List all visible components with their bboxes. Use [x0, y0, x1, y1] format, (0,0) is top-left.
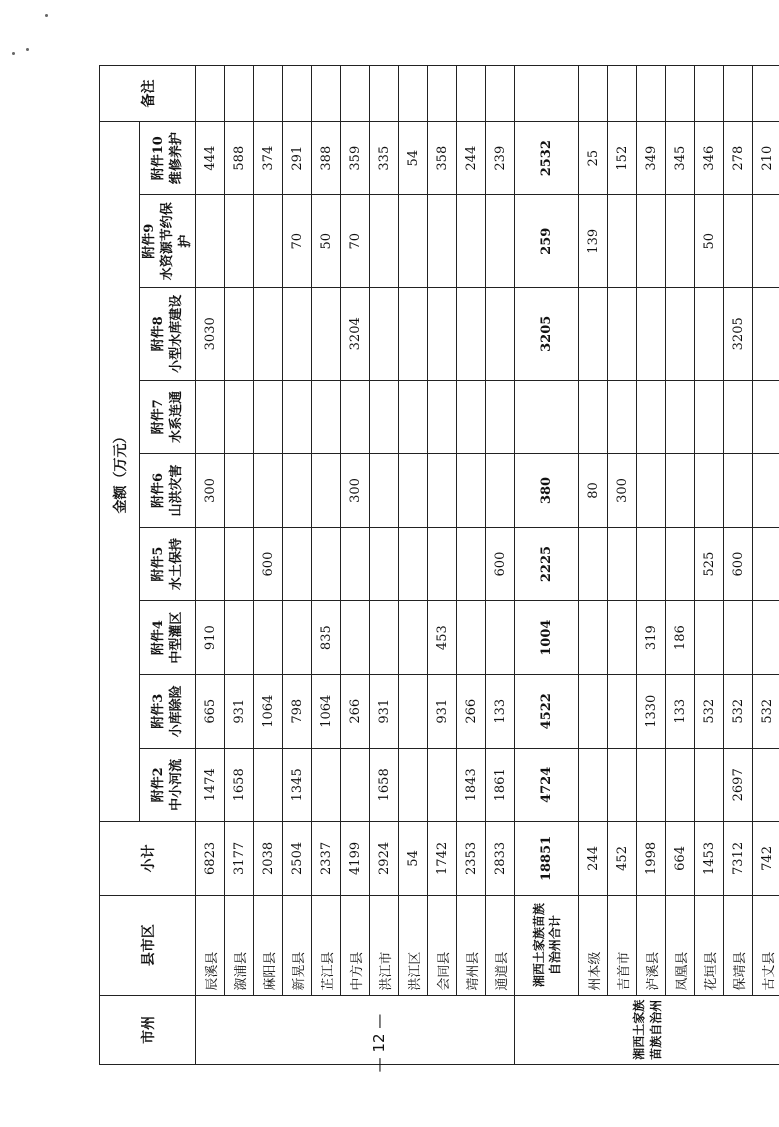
total-value-cell-remark — [515, 66, 579, 122]
value-cell-a2 — [341, 748, 370, 822]
attachment-name: 水资源节约保护 — [159, 202, 193, 281]
table-body — [196, 66, 779, 1065]
table-row — [579, 66, 608, 1065]
value-cell-a10: 346 — [695, 121, 724, 195]
value-cell-a3: 798 — [283, 674, 312, 748]
table-row — [428, 66, 457, 1065]
value-cell-a6 — [428, 454, 457, 528]
value-cell-a10: 335 — [370, 121, 399, 195]
value-cell-a2 — [608, 748, 637, 822]
value-cell-a4 — [341, 601, 370, 675]
value-cell-a5 — [753, 527, 779, 601]
value-cell-a4 — [695, 601, 724, 675]
value-cell-remark — [399, 66, 428, 122]
table-row — [225, 66, 254, 1065]
value-cell-a2: 1345 — [283, 748, 312, 822]
county-cell: 洪江市 — [370, 895, 399, 995]
value-cell-a7 — [428, 380, 457, 454]
value-cell-a4 — [753, 601, 779, 675]
table-row — [370, 66, 399, 1065]
value-cell-a3: 266 — [341, 674, 370, 748]
value-cell-a4 — [724, 601, 753, 675]
value-cell-a3: 931 — [225, 674, 254, 748]
value-cell-a7 — [666, 380, 695, 454]
value-cell-a4: 319 — [637, 601, 666, 675]
county-cell: 洪江区 — [399, 895, 428, 995]
value-cell-a8 — [225, 288, 254, 381]
value-cell-a9 — [753, 195, 779, 288]
county-cell: 州本级 — [579, 895, 608, 995]
county-cell: 凤凰县 — [666, 895, 695, 995]
value-cell-a5 — [457, 527, 486, 601]
value-cell-a8 — [254, 288, 283, 381]
value-cell-a10: 210 — [753, 121, 779, 195]
header-attachment-8 — [140, 288, 196, 381]
value-cell-a2 — [428, 748, 457, 822]
total-value-cell-a10: 2532 — [515, 121, 579, 195]
total-row — [515, 66, 579, 1065]
value-cell-a9 — [457, 195, 486, 288]
table-row — [695, 66, 724, 1065]
total-value-cell-a2: 4724 — [515, 748, 579, 822]
value-cell-a6: 300 — [608, 454, 637, 528]
total-label-cell: 湘西土家族苗族自治州合计 — [515, 895, 579, 995]
attachment-name: 水系连通 — [168, 390, 184, 443]
value-cell-subtotal: 1742 — [428, 822, 457, 896]
value-cell-remark — [283, 66, 312, 122]
scan-speck — [26, 48, 29, 51]
value-cell-a5 — [283, 527, 312, 601]
rotated-table-wrapper — [99, 65, 779, 1065]
value-cell-subtotal: 2038 — [254, 822, 283, 896]
header-attachment-7 — [140, 380, 196, 454]
value-cell-a3: 133 — [486, 674, 515, 748]
value-cell-a10: 345 — [666, 121, 695, 195]
value-cell-remark — [608, 66, 637, 122]
value-cell-a6 — [225, 454, 254, 528]
attachment-number: 附件8 — [150, 316, 166, 352]
value-cell-subtotal: 54 — [399, 822, 428, 896]
value-cell-a6 — [283, 454, 312, 528]
value-cell-remark — [312, 66, 341, 122]
value-cell-a5: 600 — [254, 527, 283, 601]
value-cell-a3 — [579, 674, 608, 748]
attachment-number: 附件10 — [150, 136, 166, 181]
value-cell-a8: 3204 — [341, 288, 370, 381]
value-cell-subtotal: 1453 — [695, 822, 724, 896]
value-cell-a2: 1474 — [196, 748, 225, 822]
value-cell-a3: 1064 — [254, 674, 283, 748]
value-cell-subtotal: 742 — [753, 822, 779, 896]
value-cell-a6: 80 — [579, 454, 608, 528]
value-cell-a7 — [225, 380, 254, 454]
value-cell-a6 — [724, 454, 753, 528]
value-cell-remark — [196, 66, 225, 122]
attachment-name: 中小河流 — [168, 758, 184, 811]
value-cell-a5 — [666, 527, 695, 601]
value-cell-a9: 139 — [579, 195, 608, 288]
scan-speck — [45, 14, 48, 17]
value-cell-a7 — [457, 380, 486, 454]
value-cell-a2: 1658 — [370, 748, 399, 822]
value-cell-a3: 133 — [666, 674, 695, 748]
value-cell-a6 — [753, 454, 779, 528]
attachment-number: 附件5 — [150, 546, 166, 582]
value-cell-a10: 25 — [579, 121, 608, 195]
value-cell-a7 — [579, 380, 608, 454]
value-cell-a5 — [608, 527, 637, 601]
value-cell-subtotal: 2833 — [486, 822, 515, 896]
county-cell: 吉首市 — [608, 895, 637, 995]
table-row — [637, 66, 666, 1065]
value-cell-a6 — [370, 454, 399, 528]
value-cell-remark — [695, 66, 724, 122]
value-cell-subtotal: 6823 — [196, 822, 225, 896]
table-row — [666, 66, 695, 1065]
value-cell-subtotal: 2504 — [283, 822, 312, 896]
table-row — [196, 66, 225, 1065]
value-cell-a9 — [399, 195, 428, 288]
value-cell-a10: 152 — [608, 121, 637, 195]
value-cell-remark — [341, 66, 370, 122]
value-cell-a5 — [637, 527, 666, 601]
value-cell-a8 — [312, 288, 341, 381]
value-cell-a4: 186 — [666, 601, 695, 675]
header-amount: 金额（万元） — [100, 121, 140, 821]
value-cell-a10: 358 — [428, 121, 457, 195]
value-cell-a10: 588 — [225, 121, 254, 195]
value-cell-a2: 2697 — [724, 748, 753, 822]
funding-table — [99, 65, 779, 1065]
value-cell-a3: 931 — [428, 674, 457, 748]
value-cell-a8 — [283, 288, 312, 381]
value-cell-a9: 70 — [283, 195, 312, 288]
value-cell-a6 — [457, 454, 486, 528]
city-cell: 湘西土家族苗族自治州 — [515, 995, 779, 1064]
attachment-name: 中型灌区 — [168, 611, 184, 664]
value-cell-a9 — [225, 195, 254, 288]
value-cell-subtotal: 452 — [608, 822, 637, 896]
value-cell-a8 — [457, 288, 486, 381]
value-cell-a9 — [486, 195, 515, 288]
total-value-cell-a7 — [515, 380, 579, 454]
value-cell-a9: 70 — [341, 195, 370, 288]
value-cell-a10: 444 — [196, 121, 225, 195]
value-cell-a5 — [428, 527, 457, 601]
attachment-number: 附件7 — [150, 399, 166, 435]
value-cell-a5 — [399, 527, 428, 601]
attachment-number: 附件2 — [150, 767, 166, 803]
value-cell-a3: 532 — [724, 674, 753, 748]
value-cell-a6: 300 — [341, 454, 370, 528]
value-cell-subtotal: 244 — [579, 822, 608, 896]
table-row — [457, 66, 486, 1065]
total-value-cell-subtotal: 18851 — [515, 822, 579, 896]
value-cell-a5 — [312, 527, 341, 601]
value-cell-a5 — [341, 527, 370, 601]
value-cell-a7 — [312, 380, 341, 454]
value-cell-a3 — [608, 674, 637, 748]
value-cell-a6 — [399, 454, 428, 528]
value-cell-a5 — [370, 527, 399, 601]
table-row — [724, 66, 753, 1065]
county-cell: 花垣县 — [695, 895, 724, 995]
value-cell-a4 — [370, 601, 399, 675]
value-cell-a4 — [283, 601, 312, 675]
value-cell-a10: 374 — [254, 121, 283, 195]
value-cell-a2: 1658 — [225, 748, 254, 822]
value-cell-a5 — [196, 527, 225, 601]
value-cell-a2 — [637, 748, 666, 822]
value-cell-a3: 1330 — [637, 674, 666, 748]
value-cell-a8: 3205 — [724, 288, 753, 381]
table-row — [283, 66, 312, 1065]
value-cell-a2 — [579, 748, 608, 822]
value-cell-remark — [370, 66, 399, 122]
value-cell-a7 — [486, 380, 515, 454]
table-row — [399, 66, 428, 1065]
attachment-name: 小库除险 — [168, 685, 184, 738]
value-cell-a8 — [695, 288, 724, 381]
header-attachment-10 — [140, 121, 196, 195]
value-cell-a4 — [486, 601, 515, 675]
value-cell-a9 — [428, 195, 457, 288]
value-cell-subtotal: 4199 — [341, 822, 370, 896]
value-cell-remark — [753, 66, 779, 122]
value-cell-a8 — [370, 288, 399, 381]
county-cell: 中方县 — [341, 895, 370, 995]
city-cell — [196, 995, 515, 1064]
total-value-cell-a4: 1004 — [515, 601, 579, 675]
value-cell-a3: 266 — [457, 674, 486, 748]
header-attachment-3 — [140, 674, 196, 748]
county-cell: 新晃县 — [283, 895, 312, 995]
value-cell-a2 — [254, 748, 283, 822]
value-cell-a8 — [637, 288, 666, 381]
header-attachment-4 — [140, 601, 196, 675]
total-value-cell-a5: 2225 — [515, 527, 579, 601]
value-cell-a5 — [225, 527, 254, 601]
value-cell-a9: 50 — [312, 195, 341, 288]
value-cell-a3 — [399, 674, 428, 748]
value-cell-a2 — [399, 748, 428, 822]
value-cell-a9 — [637, 195, 666, 288]
value-cell-a8: 3030 — [196, 288, 225, 381]
value-cell-a7 — [608, 380, 637, 454]
attachment-number: 附件6 — [150, 472, 166, 508]
value-cell-a3: 931 — [370, 674, 399, 748]
header-subtotal: 小计 — [100, 822, 196, 896]
value-cell-a2 — [666, 748, 695, 822]
value-cell-a8 — [608, 288, 637, 381]
value-cell-a7 — [724, 380, 753, 454]
value-cell-a8 — [486, 288, 515, 381]
value-cell-remark — [225, 66, 254, 122]
value-cell-a7 — [753, 380, 779, 454]
header-attachment-6 — [140, 454, 196, 528]
county-cell: 泸溪县 — [637, 895, 666, 995]
county-cell: 芷江县 — [312, 895, 341, 995]
table-row — [341, 66, 370, 1065]
value-cell-a6 — [254, 454, 283, 528]
value-cell-a9 — [666, 195, 695, 288]
total-value-cell-a8: 3205 — [515, 288, 579, 381]
attachment-number: 附件9 — [141, 223, 157, 259]
value-cell-remark — [666, 66, 695, 122]
value-cell-a8 — [579, 288, 608, 381]
value-cell-a10: 359 — [341, 121, 370, 195]
value-cell-a4: 910 — [196, 601, 225, 675]
header-remark: 备注 — [100, 66, 196, 122]
value-cell-subtotal: 1998 — [637, 822, 666, 896]
value-cell-a4 — [579, 601, 608, 675]
value-cell-remark — [428, 66, 457, 122]
attachment-name: 水土保持 — [168, 538, 184, 591]
value-cell-a3: 1064 — [312, 674, 341, 748]
county-cell: 辰溪县 — [196, 895, 225, 995]
value-cell-remark — [724, 66, 753, 122]
value-cell-a7 — [695, 380, 724, 454]
county-cell: 麻阳县 — [254, 895, 283, 995]
value-cell-a4: 835 — [312, 601, 341, 675]
value-cell-a8 — [399, 288, 428, 381]
value-cell-a5: 525 — [695, 527, 724, 601]
value-cell-remark — [486, 66, 515, 122]
value-cell-a9 — [370, 195, 399, 288]
value-cell-subtotal: 2353 — [457, 822, 486, 896]
attachment-number: 附件3 — [150, 693, 166, 729]
value-cell-a7 — [254, 380, 283, 454]
value-cell-subtotal: 2924 — [370, 822, 399, 896]
value-cell-subtotal: 7312 — [724, 822, 753, 896]
value-cell-a10: 244 — [457, 121, 486, 195]
value-cell-a5: 600 — [724, 527, 753, 601]
county-cell: 溆浦县 — [225, 895, 254, 995]
value-cell-a8 — [428, 288, 457, 381]
header-attachment-2 — [140, 748, 196, 822]
value-cell-a7 — [283, 380, 312, 454]
value-cell-a7 — [399, 380, 428, 454]
value-cell-a5: 600 — [486, 527, 515, 601]
value-cell-a8 — [753, 288, 779, 381]
value-cell-a4 — [254, 601, 283, 675]
table-header — [100, 66, 196, 1065]
value-cell-a2: 1843 — [457, 748, 486, 822]
value-cell-a7 — [370, 380, 399, 454]
county-cell: 保靖县 — [724, 895, 753, 995]
county-cell: 通道县 — [486, 895, 515, 995]
value-cell-a4 — [225, 601, 254, 675]
header-county: 县市区 — [100, 895, 196, 995]
value-cell-a9 — [254, 195, 283, 288]
value-cell-a5 — [579, 527, 608, 601]
header-attachment-9 — [140, 195, 196, 288]
value-cell-a10: 278 — [724, 121, 753, 195]
county-cell: 会同县 — [428, 895, 457, 995]
value-cell-a7 — [196, 380, 225, 454]
value-cell-a2 — [753, 748, 779, 822]
value-cell-a2 — [695, 748, 724, 822]
value-cell-a10: 239 — [486, 121, 515, 195]
attachment-name: 小型水库建设 — [168, 294, 184, 373]
value-cell-a6 — [486, 454, 515, 528]
value-cell-a9 — [196, 195, 225, 288]
table-row — [608, 66, 637, 1065]
value-cell-a4 — [608, 601, 637, 675]
total-value-cell-a6: 380 — [515, 454, 579, 528]
value-cell-a9: 50 — [695, 195, 724, 288]
value-cell-subtotal: 664 — [666, 822, 695, 896]
value-cell-remark — [254, 66, 283, 122]
value-cell-a10: 54 — [399, 121, 428, 195]
value-cell-a6 — [695, 454, 724, 528]
attachment-number: 附件4 — [150, 620, 166, 656]
total-value-cell-a3: 4522 — [515, 674, 579, 748]
value-cell-a7 — [637, 380, 666, 454]
table-row — [254, 66, 283, 1065]
value-cell-a6: 300 — [196, 454, 225, 528]
value-cell-a4: 453 — [428, 601, 457, 675]
county-cell: 靖州县 — [457, 895, 486, 995]
table-row — [312, 66, 341, 1065]
attachment-name: 维修养护 — [168, 132, 184, 185]
value-cell-subtotal: 2337 — [312, 822, 341, 896]
page-number: — 12 — — [370, 1013, 388, 1073]
value-cell-a2 — [312, 748, 341, 822]
value-cell-a3: 665 — [196, 674, 225, 748]
value-cell-a8 — [666, 288, 695, 381]
value-cell-a9 — [608, 195, 637, 288]
value-cell-a10: 349 — [637, 121, 666, 195]
value-cell-a2: 1861 — [486, 748, 515, 822]
total-value-cell-a9: 259 — [515, 195, 579, 288]
value-cell-subtotal: 3177 — [225, 822, 254, 896]
attachment-name: 山洪灾害 — [168, 464, 184, 517]
value-cell-a6 — [637, 454, 666, 528]
value-cell-remark — [579, 66, 608, 122]
value-cell-remark — [637, 66, 666, 122]
value-cell-a6 — [312, 454, 341, 528]
value-cell-a4 — [457, 601, 486, 675]
table-row — [753, 66, 779, 1065]
header-attachment-5 — [140, 527, 196, 601]
value-cell-a6 — [666, 454, 695, 528]
value-cell-a4 — [399, 601, 428, 675]
value-cell-a10: 388 — [312, 121, 341, 195]
table-row — [486, 66, 515, 1065]
value-cell-a3: 532 — [695, 674, 724, 748]
scan-speck — [12, 52, 15, 55]
value-cell-a10: 291 — [283, 121, 312, 195]
county-cell: 古丈县 — [753, 895, 779, 995]
value-cell-remark — [457, 66, 486, 122]
value-cell-a7 — [341, 380, 370, 454]
value-cell-a9 — [724, 195, 753, 288]
header-city: 市州 — [100, 995, 196, 1064]
value-cell-a3: 532 — [753, 674, 779, 748]
